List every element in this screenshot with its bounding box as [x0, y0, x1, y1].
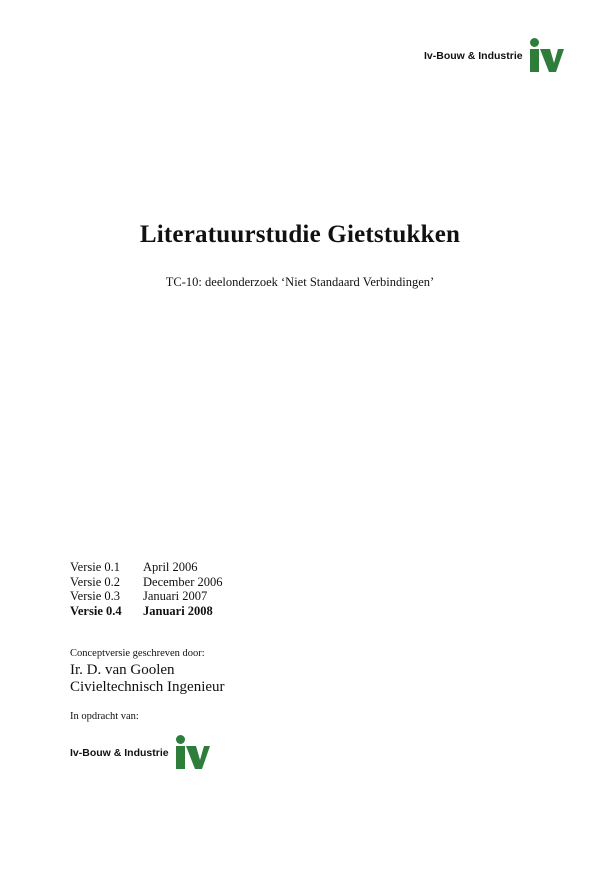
version-date: April 2006 — [143, 560, 198, 574]
version-date: December 2006 — [143, 574, 223, 589]
header-logo — [424, 37, 565, 75]
version-label: Versie 0.2 — [70, 574, 120, 589]
iv-logo-icon — [173, 734, 211, 772]
footer-logo — [70, 734, 211, 772]
commissioned-by-label: In opdracht van: — [70, 711, 139, 722]
document-subtitle: TC-10: deelonderzoek ‘Niet Standaard Verbindingen’ — [165, 275, 435, 289]
version-date: Januari 2007 — [143, 589, 208, 603]
version-label: Versie 0.1 — [70, 560, 120, 574]
iv-logo-icon — [527, 37, 565, 75]
version-history — [70, 560, 222, 618]
version-row — [70, 560, 222, 575]
version-date: Januari 2008 — [143, 603, 213, 618]
footer-logo-brand: Iv-Bouw & Industrie — [70, 747, 169, 759]
header-logo-brand: Iv-Bouw & Industrie — [424, 50, 523, 62]
version-row — [70, 589, 222, 604]
version-row-current — [70, 604, 222, 619]
version-row — [70, 575, 222, 590]
author-role: Civieltechnisch Ingenieur — [70, 679, 225, 695]
author-name: Ir. D. van Goolen — [70, 662, 175, 678]
version-label: Versie 0.4 — [70, 603, 122, 618]
author-block — [70, 662, 225, 696]
written-by-label: Conceptversie geschreven door: — [70, 648, 205, 659]
document-title: Literatuurstudie Gietstukken — [139, 221, 461, 248]
version-label: Versie 0.3 — [70, 589, 120, 603]
